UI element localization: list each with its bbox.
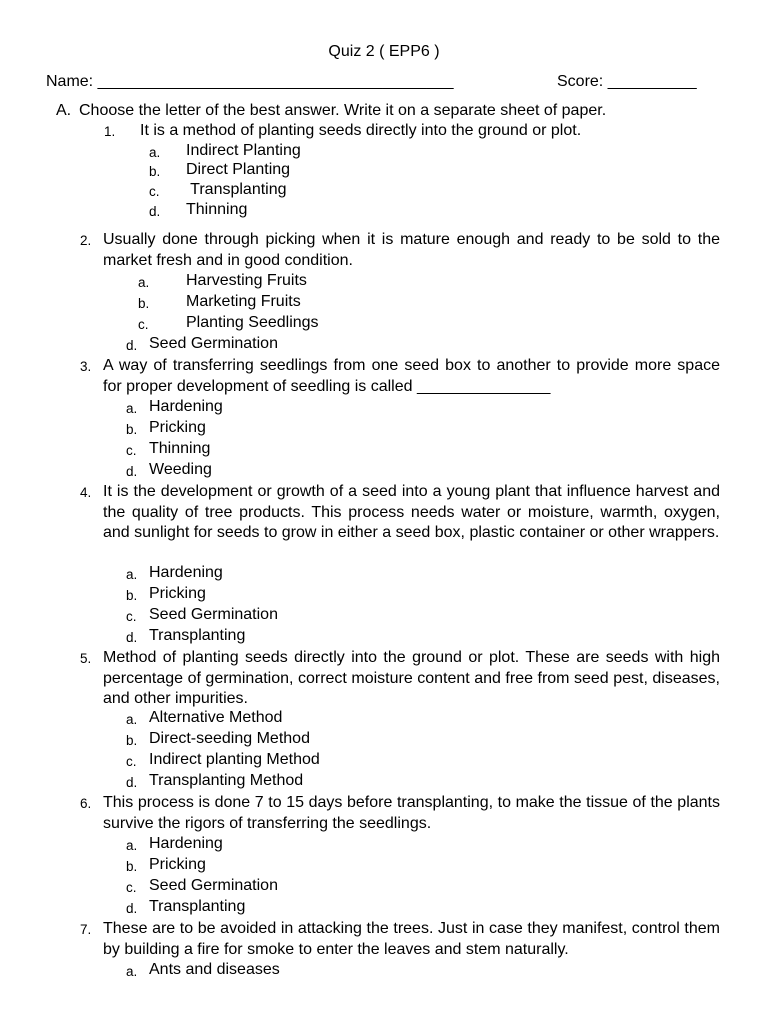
question-number: 5.	[80, 651, 92, 666]
choice-letter: d.	[126, 338, 138, 353]
choice-letter: b.	[126, 422, 138, 437]
choice-text: Ants and diseases	[149, 961, 280, 978]
question-text: A way of transferring seedlings from one seed box to another to provide more space for proper development of seedling is called _______________	[103, 357, 720, 395]
choice-text: Hardening	[149, 835, 223, 852]
choice-letter: b.	[126, 859, 138, 874]
choice-letter: c.	[126, 609, 137, 624]
question-text: It is the development or growth of a seed into a young plant that influence harvest and the quality of tree products. This process needs water or moisture, warmth, oxygen, and sunlight for seeds to grow in either a seed box, plastic container or other wrappers.	[103, 483, 720, 542]
choice-letter: d.	[126, 630, 138, 645]
choice-text: Alternative Method	[149, 709, 283, 726]
choice-text: Transplanting	[149, 898, 246, 915]
question-number: 2.	[80, 233, 92, 248]
choice-text: Pricking	[149, 419, 206, 436]
name-blank: ________________________________________	[97, 73, 454, 90]
question-number: 4.	[80, 485, 92, 500]
choice-text: Planting Seedlings	[186, 314, 319, 331]
question-text: Usually done through picking when it is mature enough and ready to be sold to the market fresh and in good condition.	[103, 231, 720, 269]
choice-letter: a.	[126, 964, 138, 979]
choice-text: Weeding	[149, 461, 212, 478]
choice-letter: c.	[126, 880, 137, 895]
choice-text: Marketing Fruits	[186, 293, 301, 310]
choice-text: Indirect Planting	[186, 142, 301, 159]
question-number: 7.	[80, 922, 92, 937]
choice-letter: c.	[126, 443, 137, 458]
choice-text: Indirect planting Method	[149, 751, 320, 768]
choice-letter: a.	[126, 567, 138, 582]
choice-letter: d.	[126, 901, 138, 916]
choice-letter: c.	[138, 317, 149, 332]
question-number: 6.	[80, 796, 92, 811]
question-text: These are to be avoided in attacking the trees. Just in case they manifest, control them by building a fire for smoke to enter the leaves and stem naturally.	[103, 920, 720, 958]
choice-letter: a.	[138, 275, 150, 290]
choice-letter: b.	[138, 296, 150, 311]
choice-letter: a.	[126, 401, 138, 416]
choice-text: Transplanting	[186, 181, 287, 198]
quiz-title: Quiz 2 ( EPP6 )	[328, 43, 440, 60]
choice-letter: a.	[149, 145, 161, 160]
choice-letter: c.	[149, 184, 160, 199]
choice-text: Pricking	[149, 856, 206, 873]
choice-text: Direct Planting	[186, 161, 291, 178]
name-line	[46, 73, 454, 91]
question-number: 1.	[104, 124, 116, 139]
choice-letter: a.	[126, 838, 138, 853]
choice-text: Hardening	[149, 564, 223, 581]
choice-text: Transplanting Method	[149, 772, 304, 789]
score-blank: __________	[607, 73, 697, 90]
choice-text: Transplanting	[149, 627, 246, 644]
question-text: This process is done 7 to 15 days before transplanting, to make the tissue of the plants survive the rigors of transferring the seedlings.	[103, 794, 720, 832]
choice-letter: c.	[126, 754, 137, 769]
choice-letter: b.	[126, 733, 138, 748]
choice-text: Hardening	[149, 398, 223, 415]
choice-letter: a.	[126, 712, 138, 727]
choice-text: Seed Germination	[149, 606, 278, 623]
section-letter: A.	[56, 102, 72, 119]
choice-text: Seed Germination	[149, 877, 278, 894]
question-number: 3.	[80, 359, 92, 374]
choice-letter: d.	[149, 204, 161, 219]
score-label: Score:	[557, 73, 604, 90]
choice-text: Thinning	[186, 201, 248, 218]
score-line	[557, 73, 697, 91]
question-text: Method of planting seeds directly into the ground or plot. These are seeds with high percentage of germination, correct moisture content and free from seed pest, diseases, and other impurities.	[103, 649, 720, 708]
choice-letter: b.	[149, 164, 161, 179]
choice-text: Harvesting Fruits	[186, 272, 307, 289]
choice-letter: b.	[126, 588, 138, 603]
choice-text: Pricking	[149, 585, 206, 602]
choice-text: Direct-seeding Method	[149, 730, 310, 747]
choice-text: Seed Germination	[149, 335, 278, 352]
choice-text: Thinning	[149, 440, 211, 457]
choice-letter: d.	[126, 464, 138, 479]
name-label: Name:	[46, 73, 94, 90]
section-instruction: Choose the letter of the best answer. Write it on a separate sheet of paper.	[79, 102, 607, 119]
question-text: It is a method of planting seeds directly into the ground or plot.	[140, 122, 582, 139]
choice-letter: d.	[126, 775, 138, 790]
